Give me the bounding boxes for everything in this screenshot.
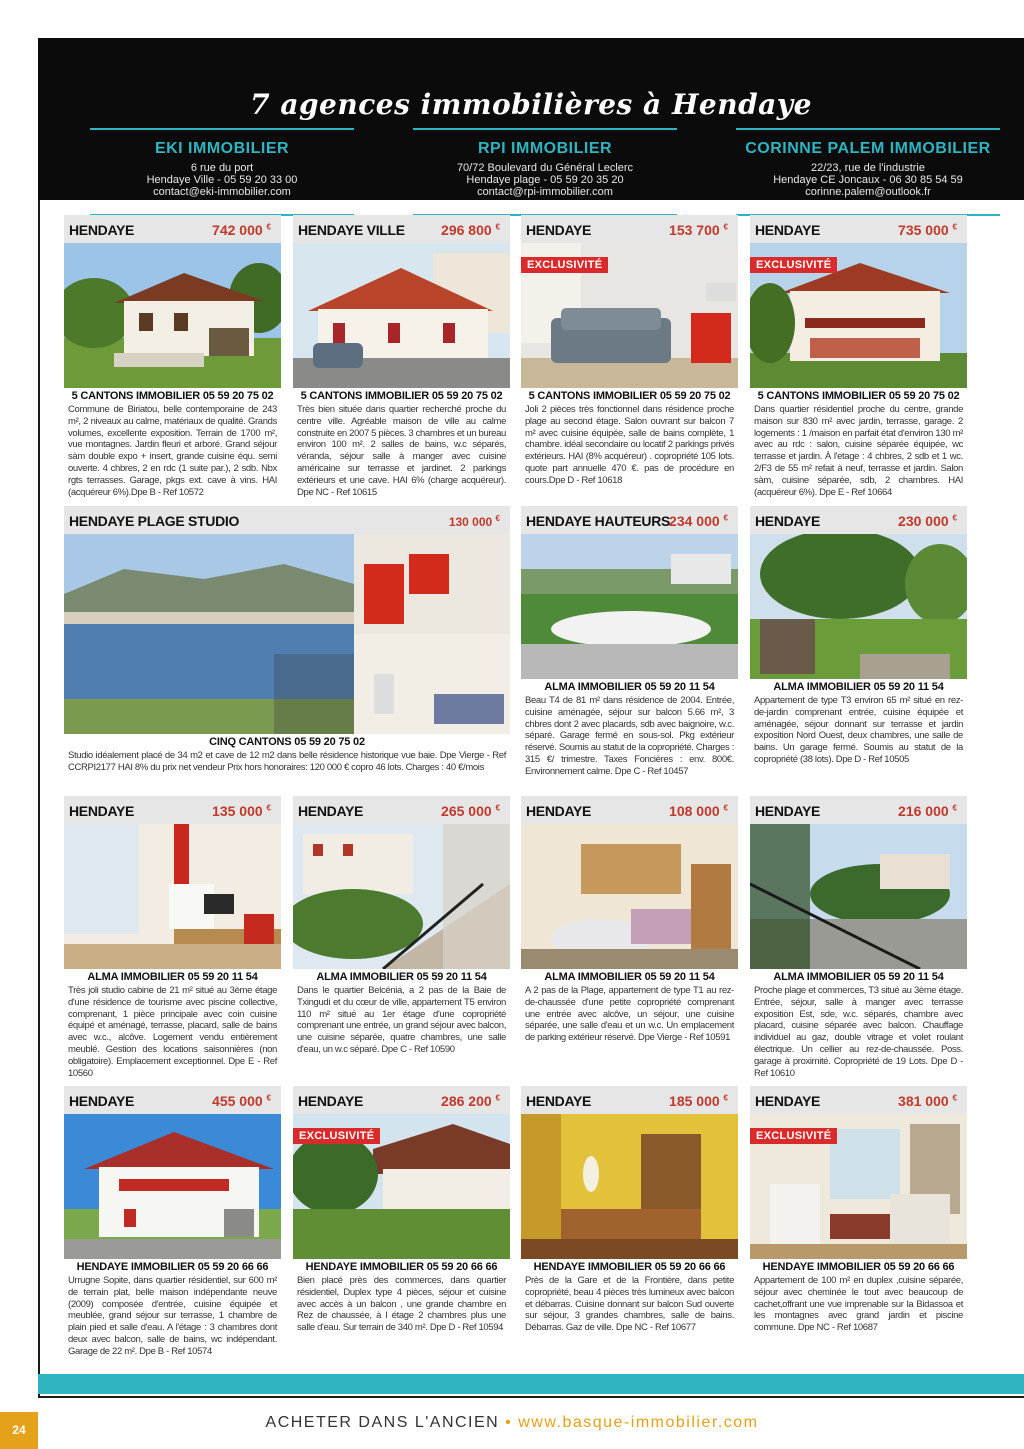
listing-price: 185 000 € (669, 1093, 728, 1109)
listing-description: Bien placé près des commerces, dans quartier résidentiel, Duplex type 4 pièces, séjour et cuisine avec accès à un balcon , une grande chambre en Rez de chaussée, à l étage 2 chambres plus une salle d'eau. Sur terrain de 340 m². Dpe D - Ref 10594 (297, 1275, 506, 1334)
listing-city: HENDAYE HAUTEURS (526, 513, 671, 529)
listing-price: 130 000 € (448, 514, 500, 529)
listing-description: Commune de Biriatou, belle contemporaine de 243 m², 2 niveaux au calme, matériaux de qualité. Grands volumes, excellente exposition. Terrain de 1700 m², vue montagnes. Jardin fleuri et arboré. Grand séjour sàm double expo + insert, grande cuisine équ. semi ouverte. 4 chbres, 2 en rdc (1 suite par.), 2 sdb. Nbx rgts terrasses. Garage, pkgs ext. cave à vins. HAI (acquéreur 6%).Dpe B - Ref 10572 (68, 404, 277, 498)
listing-city: HENDAYE (755, 222, 821, 238)
divider (413, 128, 677, 130)
listing-card[interactable] (64, 796, 281, 1079)
website-link[interactable]: www.basque-immobilier.com (518, 1414, 759, 1431)
listing-photo[interactable] (750, 243, 967, 388)
listing-price: 455 000 € (212, 1093, 271, 1109)
agency-corinne-palem (736, 128, 1000, 216)
listing-header (521, 1086, 738, 1114)
listing-card[interactable] (750, 1086, 967, 1334)
listing-header (750, 506, 967, 534)
agency-address: 70/72 Boulevard du Général Leclerc (456, 162, 634, 174)
listing-photo[interactable] (64, 534, 510, 734)
listing-photo[interactable] (293, 1114, 510, 1259)
listing-card[interactable] (521, 215, 738, 487)
listing-agent: HENDAYE IMMOBILIER 05 59 20 66 66 (762, 1261, 955, 1273)
listing-price: 135 000 € (212, 803, 271, 819)
listing-price: 735 000 € (898, 222, 957, 238)
listing-header (750, 1086, 967, 1114)
listing-agent: ALMA IMMOBILIER 05 59 20 11 54 (773, 681, 944, 693)
listing-agent: ALMA IMMOBILIER 05 59 20 11 54 (316, 971, 487, 983)
listing-agent: 5 CANTONS IMMOBILIER 05 59 20 75 02 (300, 390, 503, 402)
listing-header (293, 1086, 510, 1114)
listing-header (64, 506, 510, 534)
listing-description: Appartement de type T3 environ 65 m² situé en rez-de-jardin comprenant entrée, cuisine équipée et aménagée, séjour donnant sur terrasse et jardin exposition Nord Ouest, deux chambres, une salle de bains. Un garage fermé. Soumis au statut de la copropriété (38 lots). Dpe D - Ref 10505 (754, 695, 963, 765)
listing-card[interactable] (750, 215, 967, 498)
agency-name: CORINNE PALEM IMMOBILIER (745, 140, 991, 157)
listing-price: 296 800 € (441, 222, 500, 238)
listing-description: Très joli studio cabine de 21 m² situé au 3ème étage d'une résidence de tourisme avec piscine collective, comprenant, 1 pièce principale avec coin cuisine équipé et aménagé, terrasse, placard, salle de bains avec w.c., alcôve. Logement vendu entièrement meublé. Gestion des locations saisonnières (non obligatoire). Emplacement exceptionnel. Dpe E - Ref 10560 (68, 985, 277, 1079)
listing-photo[interactable] (521, 243, 738, 388)
listing-city: HENDAYE (526, 803, 592, 819)
listing-price: 265 000 € (441, 803, 500, 819)
listing-card[interactable] (750, 796, 967, 1079)
listing-photo[interactable] (293, 824, 510, 969)
listing-price: 286 200 € (441, 1093, 500, 1109)
agency-address: 6 rue du port (190, 162, 254, 174)
listing-description: Très bien située dans quartier recherché proche du centre ville. Agréable maison de ville au calme construite en 2007 5 pièces. 3 chambres et un bureau environ 100 m². 2 salles de bains, w.c séparés, véranda, séjour salle à manger avec cuisine américaine sur terrasse et jardinet. 2 parkings extérieurs et une cave. HAI 6% (charge acquéreur). Dpe NC - Ref 10615 (297, 404, 506, 498)
listing-city: HENDAYE (69, 1093, 135, 1109)
listing-header (293, 796, 510, 824)
listing-description: Dans quartier résidentiel proche du centre, grande maison sur 830 m² avec jardin, terrasse, garage. 2 logements : 1 /maison en parfait état d'environ 130 m² avec au rdc : salon, cuisine séparée équipée, wc terrasse et jardin. À l'etage : 4 chbres, 2 sdb et 1 wc. 2/F3 de 55 m² refait à neuf, terrasse et jardin. Salon sàm, cuisine séparée, sdb, 2 chambres. HAI (acquéreur 6%). Dpe E - Ref 10664 (754, 404, 963, 498)
listing-header (750, 215, 967, 243)
listing-city: HENDAYE (298, 1093, 364, 1109)
listing-photo[interactable] (64, 1114, 281, 1259)
listing-card[interactable] (521, 1086, 738, 1334)
listing-header (521, 506, 738, 534)
exclusivity-badge: EXCLUSIVITÉ (750, 1128, 837, 1144)
listing-photo[interactable] (750, 824, 967, 969)
listing-agent: 5 CANTONS IMMOBILIER 05 59 20 75 02 (528, 390, 731, 402)
listing-price: 153 700 € (669, 222, 728, 238)
listing-price: 108 000 € (669, 803, 728, 819)
listing-photo[interactable] (750, 534, 967, 679)
listing-city: HENDAYE (298, 803, 364, 819)
listing-agent: ALMA IMMOBILIER 05 59 20 11 54 (544, 681, 715, 693)
listing-price: 216 000 € (898, 803, 957, 819)
listing-city: HENDAYE (526, 222, 592, 238)
listing-photo[interactable] (521, 1114, 738, 1259)
agency-name: RPI IMMOBILIER (477, 140, 613, 157)
listing-photo[interactable] (521, 534, 738, 679)
listing-agent: HENDAYE IMMOBILIER 05 59 20 66 66 (76, 1261, 269, 1273)
listing-description: Urrugne Sopite, dans quartier résidentiel, sur 600 m² de terrain plat, belle maison indépendante neuve (2009) composée d'entrée, cuisine équipée et meublée, grand séjour sur terrasse, 1 chambre de plain pied et salle d'eau. A l'étage : 3 chambres dont deux avec balcon, salle de bains, wc indépendant. Garage de 22 m². Dpe B - Ref 10574 (68, 1275, 277, 1357)
listing-agent: HENDAYE IMMOBILIER 05 59 20 66 66 (533, 1261, 726, 1273)
listing-photo[interactable] (521, 824, 738, 969)
listing-photo[interactable] (750, 1114, 967, 1259)
listing-city: HENDAYE (69, 222, 135, 238)
header-title: 7 agences immobilières à Hendaye (250, 88, 812, 121)
listing-card[interactable] (64, 1086, 281, 1358)
agency-eki (90, 128, 354, 216)
listing-header (64, 796, 281, 824)
exclusivity-badge: EXCLUSIVITÉ (293, 1128, 380, 1144)
listing-price: 381 000 € (898, 1093, 957, 1109)
listing-agent: 5 CANTONS IMMOBILIER 05 59 20 75 02 (757, 390, 960, 402)
listing-photo[interactable] (64, 243, 281, 388)
footer-bar (38, 1374, 1024, 1394)
listing-agent: 5 CANTONS IMMOBILIER 05 59 20 75 02 (71, 390, 274, 402)
listing-city: HENDAYE (755, 513, 821, 529)
listing-card[interactable] (293, 796, 510, 1056)
listing-description: Appartement de 100 m² en duplex ,cuisine séparée, séjour avec cheminée le tout avec beaucoup de cachet,offrant une vue imprenable sur la Bidassoa et les montagnes avec grand jardin et piscine commune. Dpe NC - Ref 10687 (754, 1275, 963, 1334)
listing-header (64, 215, 281, 243)
listing-agent: HENDAYE IMMOBILIER 05 59 20 66 66 (305, 1261, 498, 1273)
listing-header (750, 796, 967, 824)
listing-description: Proche plage et commerces, T3 situé au 3ème étage. Entrée, séjour, salle à manger avec terrasse exposition Est, sde, w.c. séparés, chambre avec placard, cuisine séparée avec balcon. Chauffage individuel au gaz, double vitrage et volet roulant électrique. Un cellier au rez-de-chaussée. Poss. garage à proximité. Copropriété de 19 Lots. Dpe D - Ref 10610 (754, 985, 963, 1079)
listing-agent: CINQ CANTONS 05 59 20 75 02 (209, 736, 365, 748)
listing-photo[interactable] (293, 243, 510, 388)
page-number: 24 (0, 1412, 38, 1449)
agency-rpi (413, 128, 677, 216)
agency-phone: Hendaye plage - 05 59 20 35 20 (466, 174, 624, 186)
listing-description: Beau T4 de 81 m² dans résidence de 2004. Entrée, cuisine aménagée, séjour sur balcon 5.66 m², 3 chbres dont 2 avec placards, sdb avec baignoire, w.c. séparé. Garage fermé en sous-sol. Pkg extérieur réservé. Soumis au statut de la copropriété. Charges : 315 €/ trimestre. Taxes Foncières : env. 800€. Environnement calme. Dpe C - Ref 10457 (525, 695, 734, 777)
agency-email[interactable]: corinne.palem@outlook.fr (805, 186, 931, 198)
listing-card[interactable] (293, 215, 510, 498)
listing-card[interactable] (521, 796, 738, 1044)
listing-price: 234 000 € (669, 513, 728, 529)
agency-address: 22/23, rue de l'industrie (810, 162, 925, 174)
listing-description: Joli 2 pièces très fonctionnel dans résidence proche plage au second étage. Salon ouvrant sur balcon 7 m² avec cuisine équipée, salle de bains complète, 1 chambre. idéal secondaire ou locatif 2 parkings privés extérieurs. HAI (8% acquéreur) . copropriété 105 lots. quote part annuelle 470 €. pas de procédure en cours.Dpe D - Ref 10618 (525, 404, 734, 486)
tagline-text: ACHETER DANS L'ANCIEN (265, 1414, 500, 1431)
listing-city: HENDAYE (526, 1093, 592, 1109)
listing-description: A 2 pas de la Plage, appartement de type T1 au rez-de-chaussée d'une petite copropriété comprenant une entrée avec alcôve, un séjour, une cuisine séparée, une salle d'eau et un w.c. Un emplacement de parking extérieur réservé. Dpe Vierge - Ref 10591 (525, 985, 734, 1044)
listing-card[interactable] (64, 215, 281, 498)
listing-description: Studio idéalement placé de 34 m2 et cave de 12 m2 dans belle résidence historique vue baie. Dpe Vierge - Ref CCRPI2177 HAI 8% du prix net vendeur Prix hors honoraires: 120 000 € copro 46 lots. Charges : 40 €/mois (68, 750, 506, 773)
listing-header (293, 215, 510, 243)
agency-name: EKI IMMOBILIER (154, 140, 290, 157)
listing-card[interactable] (750, 506, 967, 766)
listing-header (521, 796, 738, 824)
listing-card[interactable] (521, 506, 738, 778)
listing-city: HENDAYE (69, 803, 135, 819)
listing-city: HENDAYE (755, 803, 821, 819)
listing-city: HENDAYE PLAGE STUDIO (69, 513, 240, 529)
footer-tagline (0, 1414, 1024, 1432)
divider (90, 128, 354, 130)
listing-agent: ALMA IMMOBILIER 05 59 20 11 54 (773, 971, 944, 983)
listing-city: HENDAYE (755, 1093, 821, 1109)
listing-price: 742 000 € (212, 222, 271, 238)
listing-price: 230 000 € (898, 513, 957, 529)
listing-description: Près de la Gare et de la Frontière, dans petite copropriété, beau 4 pièces très lumineux avec balcon et débarras. Cuisine donnant sur balcon Sud ouverte sur séjour, 3 grandes chambres, salle de bains. Débarras. Gaz de ville. Dpe NC - Ref 10677 (525, 1275, 734, 1334)
agencies-header (38, 38, 1024, 200)
agency-email[interactable]: contact@eki-immobilier.com (153, 186, 291, 198)
listing-card[interactable] (293, 1086, 510, 1334)
listing-photo[interactable] (64, 824, 281, 969)
exclusivity-badge: EXCLUSIVITÉ (521, 257, 608, 273)
agency-email[interactable]: contact@rpi-immobilier.com (477, 186, 613, 198)
listing-header (521, 215, 738, 243)
listing-card[interactable] (64, 506, 510, 774)
listing-agent: ALMA IMMOBILIER 05 59 20 11 54 (544, 971, 715, 983)
separator: • (505, 1414, 513, 1431)
agency-phone: Hendaye CE Joncaux - 06 30 85 54 59 (773, 174, 963, 186)
listing-city: HENDAYE VILLE (298, 222, 405, 238)
exclusivity-badge: EXCLUSIVITÉ (750, 257, 837, 273)
agency-phone: Hendaye Ville - 05 59 20 33 00 (146, 174, 298, 186)
listing-agent: ALMA IMMOBILIER 05 59 20 11 54 (87, 971, 258, 983)
divider (736, 128, 1000, 130)
listing-description: Dans le quartier Belcénia, a 2 pas de la Baie de Txingudi et du cœur de ville, appartement T5 environ 110 m² situé au 1er étage d'une copropriété comprenant une entrée, un grand séjour avec balcon, une cuisine séparée, quatre chambres, une salle d'eau, un w.c séparé. Dpe C - Ref 10590 (297, 985, 506, 1055)
listing-header (64, 1086, 281, 1114)
